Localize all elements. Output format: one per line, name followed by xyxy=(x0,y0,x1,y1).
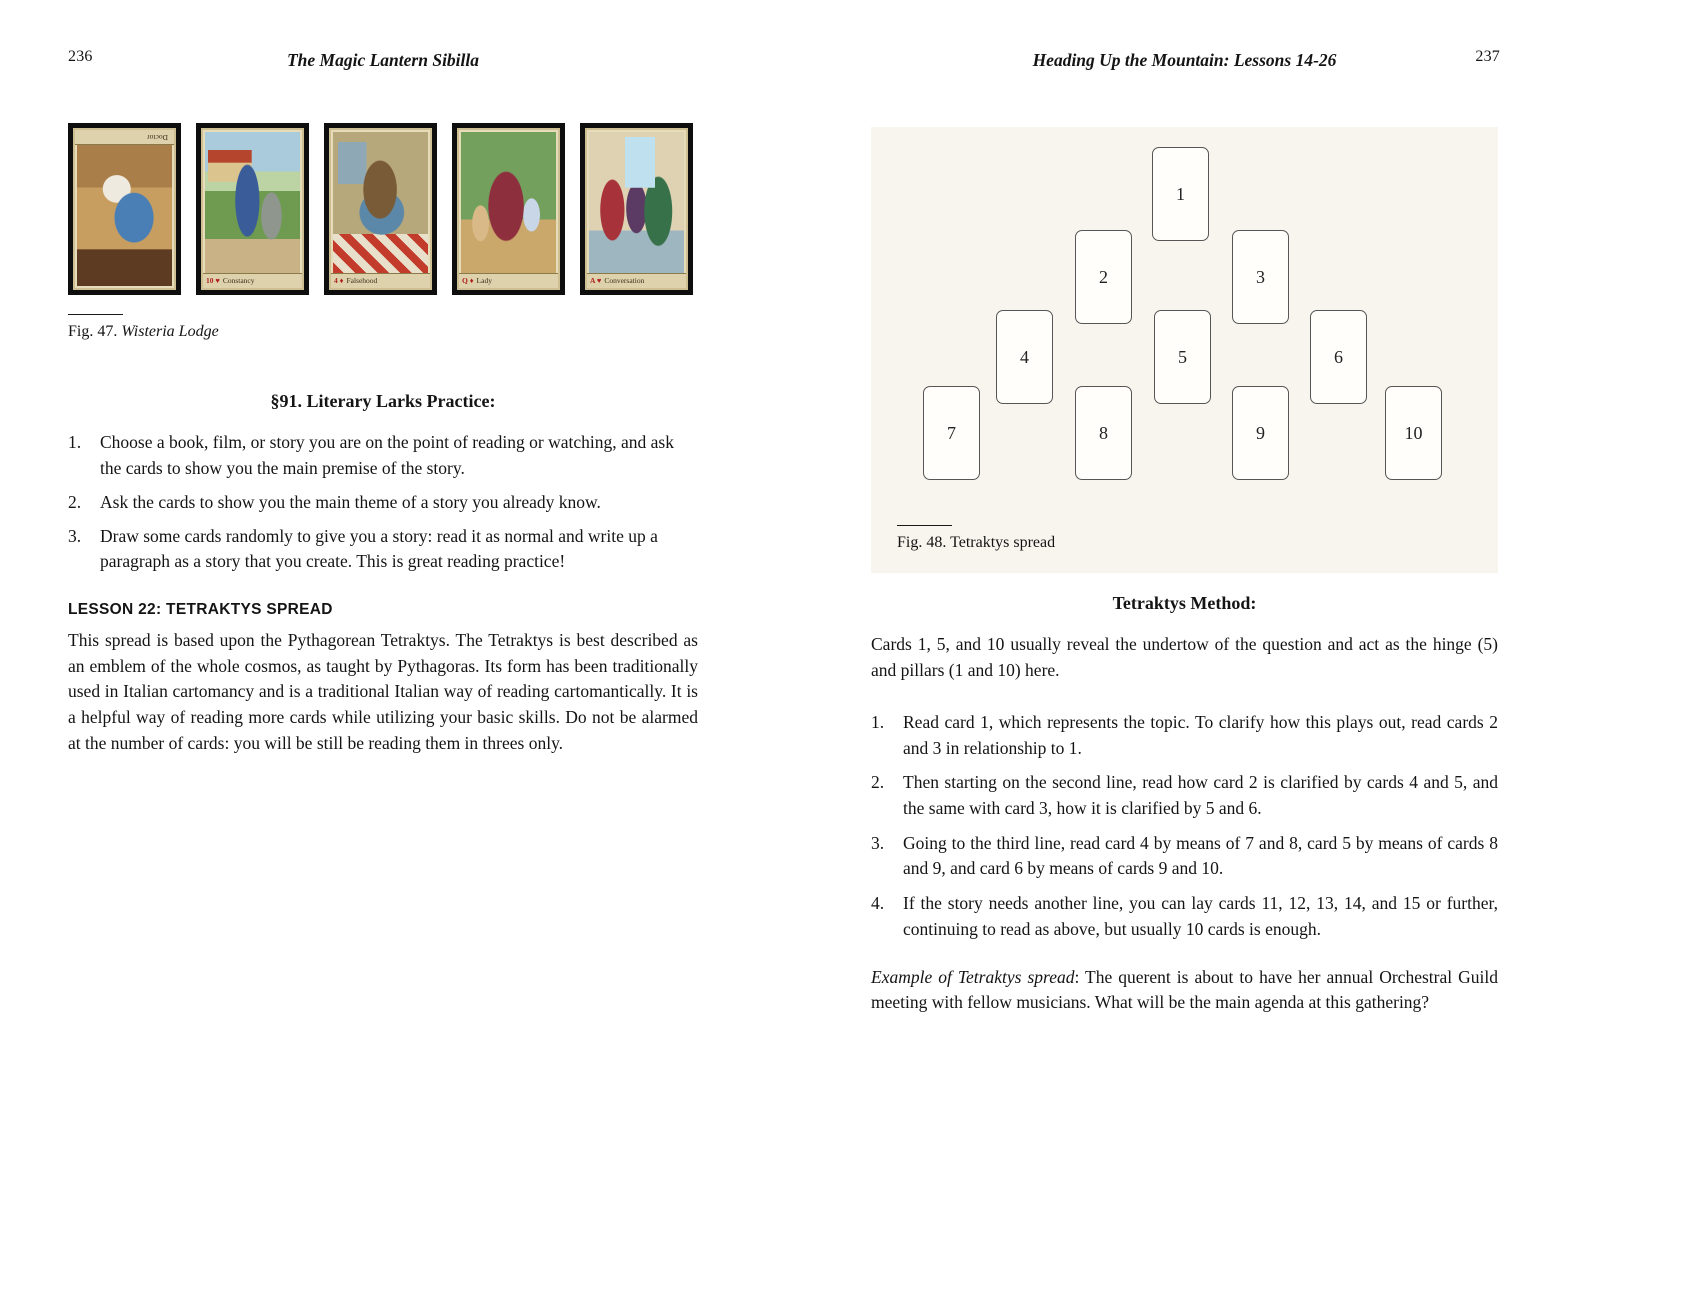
sibilla-card-lady xyxy=(452,123,565,295)
card-rank: A ♥ xyxy=(590,276,602,286)
card-label: Conversation xyxy=(604,276,645,286)
card-illustration xyxy=(333,132,428,273)
sibilla-card-constancy xyxy=(196,123,309,295)
card-face xyxy=(585,128,688,290)
method-list-item xyxy=(871,710,1498,761)
card-caption xyxy=(75,130,174,145)
spread-card-10: 10 xyxy=(1385,386,1442,480)
list-text: Ask the cards to show you the main theme of a story you already know. xyxy=(100,491,601,512)
card-caption xyxy=(587,273,686,288)
spread-card-4: 4 xyxy=(996,310,1053,404)
caption-text xyxy=(897,534,1055,552)
card-face xyxy=(73,128,176,290)
caption-prefix: Fig. 48. xyxy=(897,534,951,551)
list-text: Choose a book, film, or story you are on the point of reading or watching, and ask the cards to show you the main premise of the story. xyxy=(100,432,674,479)
caption-title: Wisteria Lodge xyxy=(121,323,219,340)
spread-card-5: 5 xyxy=(1154,310,1211,404)
practice-list-item xyxy=(68,524,698,575)
running-head-right: Heading Up the Mountain: Lessons 14-26 xyxy=(1032,50,1337,70)
card-illustration xyxy=(77,145,172,286)
caption-rule xyxy=(897,525,952,526)
card-label: Falsehood xyxy=(346,276,378,286)
example-label: Example of Tetraktys spread xyxy=(871,966,1075,987)
list-text: Draw some cards randomly to give you a story: read it as normal and write up a paragraph as a story that you create. This is great reading practice! xyxy=(100,525,658,572)
example-text: : The querent is about to have her annual Orchestral Guild meeting with fellow musicians. What will be the main agenda at this gathering? xyxy=(871,966,1498,1013)
card-label: Lady xyxy=(476,276,492,286)
right-text-column xyxy=(871,590,1498,1016)
list-text: If the story needs another line, you can lay cards 11, 12, 13, 14, and 15 or further, continuing to read as above, but usually 10 cards is enough. xyxy=(903,893,1498,939)
caption-rule xyxy=(68,314,123,315)
card-face xyxy=(329,128,432,290)
sibilla-card-doctor xyxy=(68,123,181,295)
card-label: Constancy xyxy=(222,276,255,286)
method-intro: Cards 1, 5, and 10 usually reveal the undertow of the question and act as the hinge (5) and pillars (1 and 10) here. xyxy=(871,634,1498,681)
caption-text xyxy=(68,323,219,341)
practice-list-item xyxy=(68,430,698,481)
page-number-right: 237 xyxy=(1475,48,1500,65)
page-number-left: 236 xyxy=(68,48,93,65)
method-list-item xyxy=(871,891,1498,942)
list-number: 2. xyxy=(68,491,82,512)
card-illustration xyxy=(589,132,684,273)
list-number: 1. xyxy=(871,711,885,732)
sibilla-card-conversation xyxy=(580,123,693,295)
practice-list xyxy=(68,430,698,575)
lesson-heading: LESSON 22: TETRAKTYS SPREAD xyxy=(68,601,333,619)
tetraktys-diagram xyxy=(871,127,1498,573)
list-number: 3. xyxy=(871,832,885,853)
spread-card-7: 7 xyxy=(923,386,980,480)
list-number: 2. xyxy=(871,772,885,793)
card-label: Doctor xyxy=(147,132,168,142)
spread-card-6: 6 xyxy=(1310,310,1367,404)
caption-prefix: Fig. 47. xyxy=(68,323,122,340)
card-rank: 4 ♦ xyxy=(334,276,344,286)
spread-card-9: 9 xyxy=(1232,386,1289,480)
caption-title: Tetraktys spread xyxy=(950,534,1056,551)
figure-47-caption xyxy=(68,314,219,341)
list-text: Read card 1, which represents the topic. To clarify how this plays out, read cards 2 and 3 in relationship to 1. xyxy=(903,711,1498,758)
list-number: 1. xyxy=(68,432,82,453)
lesson-paragraph: This spread is based upon the Pythagorean Tetraktys. The Tetraktys is best described as an emblem of the whole cosmos, as taught by Pythagoras. Its form has been traditionally used in Italian cartomancy and is a traditional Italian way of reading cartomantically. It is a helpful way of reading more cards while utilizing your basic skills. Do not be alarmed at the number of cards: you will be still be reading them in threes only. xyxy=(68,629,698,753)
spread-card-3: 3 xyxy=(1232,230,1289,324)
example-paragraph xyxy=(871,965,1498,1016)
list-text: Going to the third line, read card 4 by means of 7 and 8, card 5 by means of cards 8 and 9, and card 6 by means of cards 9 and 10. xyxy=(903,832,1498,879)
method-list-item xyxy=(871,770,1498,821)
spread-card-1: 1 xyxy=(1152,147,1209,241)
list-text: Then starting on the second line, read how card 2 is clarified by cards 4 and 5, and the same with card 3, how it is clarified by 5 and 6. xyxy=(903,772,1498,819)
sibilla-cards-row xyxy=(68,123,693,295)
card-caption xyxy=(331,273,430,288)
spread-card-2: 2 xyxy=(1075,230,1132,324)
section-heading: §91. Literary Larks Practice: xyxy=(270,391,496,411)
running-head-left: The Magic Lantern Sibilla xyxy=(286,50,480,70)
card-face xyxy=(457,128,560,290)
card-rank: 10 ♥ xyxy=(206,276,220,286)
list-number: 4. xyxy=(871,893,885,914)
spread-card-8: 8 xyxy=(1075,386,1132,480)
list-number: 3. xyxy=(68,525,82,546)
card-illustration xyxy=(461,132,556,273)
method-list-item xyxy=(871,831,1498,882)
card-caption xyxy=(459,273,558,288)
card-rank: Q ♦ xyxy=(462,276,474,286)
sibilla-card-falsehood xyxy=(324,123,437,295)
card-face xyxy=(201,128,304,290)
method-heading: Tetraktys Method: xyxy=(1112,593,1257,613)
card-caption xyxy=(203,273,302,288)
card-illustration xyxy=(205,132,300,273)
figure-48-caption xyxy=(897,525,1055,552)
method-list xyxy=(871,710,1498,943)
practice-list-item xyxy=(68,490,698,516)
left-text-column xyxy=(68,388,698,756)
